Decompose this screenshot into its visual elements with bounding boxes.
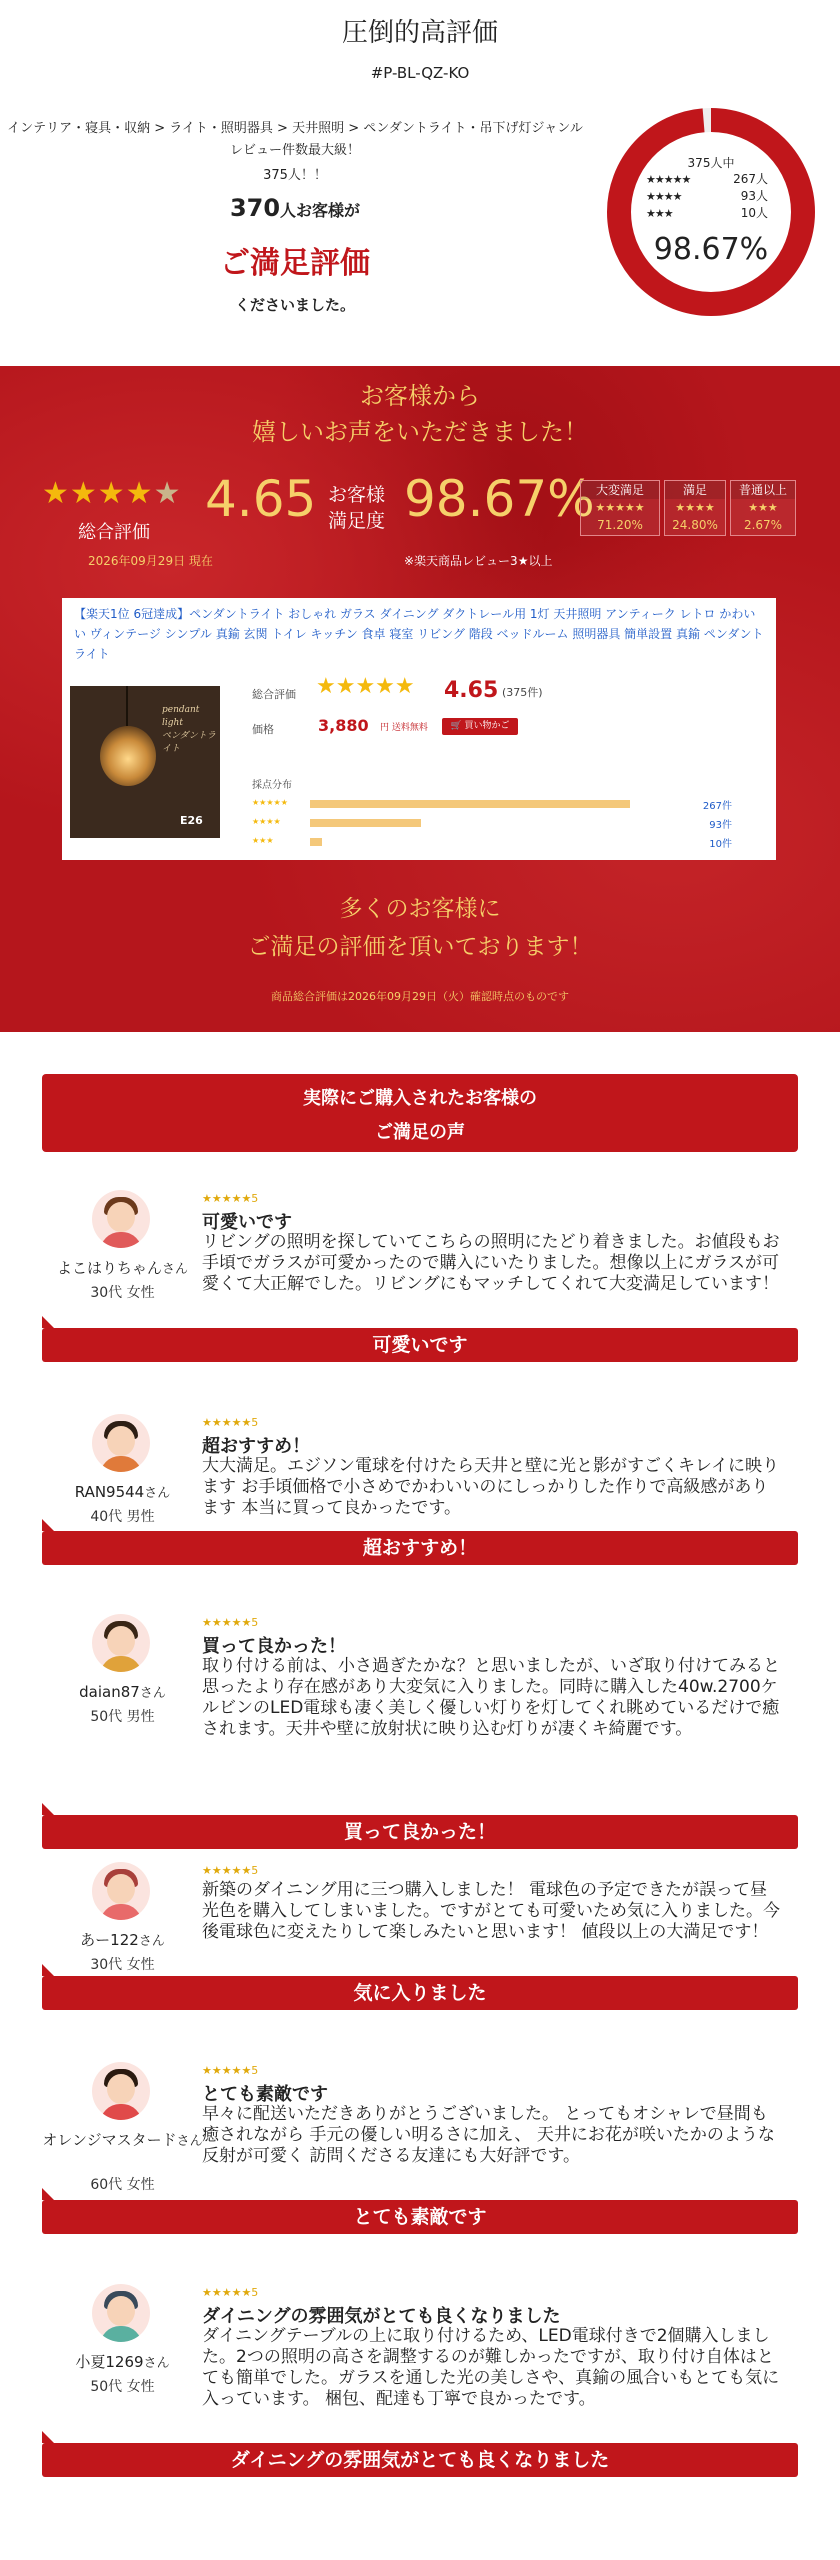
card-score: 4.65 bbox=[444, 678, 499, 703]
level-box-very-satisfied bbox=[580, 480, 660, 536]
reviewer-name: daian87さん bbox=[79, 1683, 166, 1701]
reviews-heading-line: 実際にご購入されたお客様の bbox=[303, 1088, 537, 1109]
review-text: 早々に配送いただきありがとうございました。 とってもオシャレで昼間も癒されながら 手元の優しい明るさに加え、 天井にお花が咲いたかのような反射が可愛く 訪問くださる友達にも大好評です。 bbox=[202, 2104, 775, 2166]
review-summary-bar: 超おすすめ！ bbox=[42, 1531, 798, 1565]
reviewer-age: 50代 男性 bbox=[90, 1709, 155, 1725]
score-date: 2026年09月29日 現在 bbox=[88, 554, 213, 568]
rating-banner bbox=[0, 366, 840, 1032]
satisfaction-percent: 98.67% bbox=[404, 470, 595, 528]
product-card-title[interactable]: 【楽天1位 6冠達成】ペンダントライト おしゃれ ガラス ダイニング ダクトレール用 1灯 天井照明 アンティーク レトロ かわいい ヴィンテージ シンプル 真鍮 玄関 トイレ キッチン 食卓 寝室 リビング 階段 ベッドルーム 照明器具 簡単設置 真鍮 ペンダントライト bbox=[74, 607, 764, 661]
reviewer-age: 30代 女性 bbox=[90, 1285, 155, 1301]
level-label: 普通以上 bbox=[731, 481, 795, 499]
level-label: 満足 bbox=[665, 481, 725, 499]
half-star-icon: ★ bbox=[153, 476, 182, 511]
avatar-face bbox=[107, 2074, 135, 2104]
review-title: 超おすすめ！ bbox=[202, 1436, 311, 1457]
product-code: #P-BL-QZ-KO bbox=[370, 64, 470, 82]
dist-count[interactable]: 93件 bbox=[709, 820, 732, 831]
avatar-body bbox=[100, 1456, 142, 1472]
avatar-face bbox=[107, 1426, 135, 1456]
reviewer-name: よこはりちゃんさん bbox=[56, 1259, 189, 1277]
given-text: くださいました。 bbox=[234, 296, 355, 314]
level-box-average bbox=[730, 480, 796, 536]
review-text: 大大満足。エジソン電球を付けたら天井と壁に光と影がすごくキレイに映ります お手頃価格で小さめでかわいいのにしっかりした作りで高級感があります 本当に買って良かったです。 bbox=[202, 1456, 779, 1518]
avatar-body bbox=[100, 1656, 142, 1672]
reviewer-avatar bbox=[92, 1190, 150, 1248]
satisfied-heading: ご満足評価 bbox=[220, 246, 370, 281]
customers-suffix: 人お客様が bbox=[280, 201, 361, 220]
avatar-body bbox=[100, 2326, 142, 2342]
banner-heading: 嬉しいお声をいただきました！ bbox=[252, 418, 588, 446]
reviewer-avatar bbox=[92, 2062, 150, 2120]
review-stars: ★★★★★5 bbox=[202, 1416, 259, 1429]
card-price: 3,880 bbox=[318, 716, 369, 735]
review-text: 新築のダイニング用に三つ購入しました！ 電球色の予定できたが誤って昼光色を購入してしまいました。ですがとても可愛いため気に入りました。今後電球色に変えたりして楽しみたいと思います！ 値段以上の大満足です！ bbox=[202, 1880, 780, 1942]
breadcrumb-separator: > bbox=[344, 121, 364, 136]
reviewer-age: 40代 男性 bbox=[90, 1509, 155, 1525]
reviewer-name: あー122さん bbox=[80, 1931, 165, 1949]
reviewer-age: 60代 女性 bbox=[90, 2177, 155, 2193]
donut-inner bbox=[605, 154, 817, 267]
product-card[interactable] bbox=[62, 598, 776, 860]
banner-footer-heading: 多くのお客様に bbox=[339, 896, 501, 922]
breadcrumb-item[interactable]: ライト・照明器具 bbox=[169, 121, 273, 136]
overall-label: 総合評価 bbox=[78, 522, 150, 543]
reviewer-avatar bbox=[92, 1862, 150, 1920]
breadcrumb-item[interactable]: インテリア・寝具・収納 bbox=[7, 121, 151, 136]
donut-row-count: 267人 bbox=[733, 172, 768, 186]
card-stars: ★★★★★ bbox=[316, 674, 415, 699]
donut-row bbox=[646, 188, 776, 205]
dist-count[interactable]: 267件 bbox=[702, 801, 732, 812]
review-summary-bar: ダイニングの雰囲気がとても良くなりました bbox=[42, 2443, 798, 2477]
review-stars: ★★★★★5 bbox=[202, 2286, 259, 2299]
review-text: リビングの照明を探していてこちらの照明にたどり着きました。お値段もお手頃でガラスが可愛かったので購入にいたりました。想像以上にガラスが可愛くて大正解でした。リビングにもマッチしてくれて大変満足しています！ bbox=[202, 1232, 780, 1294]
card-price-label: 価格 bbox=[252, 723, 274, 736]
avatar-body bbox=[100, 1232, 142, 1248]
reviewer-avatar bbox=[92, 1414, 150, 1472]
review-summary-bar: 可愛いです bbox=[42, 1328, 798, 1362]
avatar-face bbox=[107, 1626, 135, 1656]
overall-score: 4.65 bbox=[205, 470, 317, 528]
customer-satisfaction-label bbox=[328, 482, 385, 534]
satisfaction-donut bbox=[605, 106, 817, 318]
donut-row-stars: ★★★★ bbox=[646, 190, 682, 203]
review-summary-bar: とても素敵です bbox=[42, 2200, 798, 2234]
overall-stars bbox=[42, 476, 181, 511]
donut-row bbox=[646, 205, 776, 222]
review-title: 買って良かった！ bbox=[202, 1636, 346, 1657]
image-badge: E26 bbox=[180, 814, 203, 827]
reviews-heading bbox=[42, 1074, 798, 1152]
level-percent: 2.67% bbox=[743, 518, 783, 532]
level-stars: ★★★★ bbox=[675, 501, 715, 514]
reviewer-age: 30代 女性 bbox=[90, 1957, 155, 1973]
breadcrumb-separator: > bbox=[272, 121, 293, 136]
review-title: ダイニングの雰囲気がとても良くなりました bbox=[202, 2306, 561, 2327]
customers-count-line bbox=[0, 194, 590, 222]
avatar-body bbox=[100, 1904, 142, 1920]
review-text: 取り付ける前は、小さ過ぎたかな？と思いましたが、いざ取り付けてみると思ったより存在感があり大変気に入りました。同時に購入した40w.2700ケルビンのLED電球も凄く美しく優しい灯りを灯してくれ眺めているだけで癒されます。天井や壁に放射状に映り込む灯りが凄くキ綺麗です。 bbox=[202, 1656, 780, 1739]
star-icon: ★★★★ bbox=[42, 476, 154, 511]
breadcrumb-separator: > bbox=[150, 121, 170, 136]
breadcrumb-item[interactable]: ペンダントライト・吊下げ灯ジャンル bbox=[363, 121, 583, 136]
card-review-count[interactable]: (375件) bbox=[502, 686, 543, 699]
banner-footnote: 商品総合評価は2026年09月29日（火）確認時点のものです bbox=[271, 990, 569, 1003]
review-title: とても素敵です bbox=[202, 2084, 328, 2105]
add-to-cart-button[interactable]: 🛒 買い物かご bbox=[442, 718, 518, 735]
reviews-heading-line: ご満足の声 bbox=[375, 1122, 465, 1143]
lamp-icon bbox=[100, 726, 156, 786]
review-title: 可愛いです bbox=[202, 1212, 292, 1233]
card-overall-label: 総合評価 bbox=[252, 688, 296, 701]
level-stars: ★★★ bbox=[748, 501, 778, 514]
review-stars: ★★★★★5 bbox=[202, 1616, 259, 1629]
dist-bar bbox=[310, 800, 630, 808]
dist-bar bbox=[310, 838, 322, 846]
donut-row-stars: ★★★ bbox=[646, 207, 673, 220]
donut-header: 375人中 bbox=[687, 156, 735, 170]
cust-label-line: 満足度 bbox=[328, 510, 386, 532]
avatar-face bbox=[107, 1202, 135, 1232]
review-text: ダイニングテーブルの上に取り付けるため、LED電球付きで2個購入しました。2つの照明の高さを調整するのが難しかったですが、取り付け自体はとても簡単でした。ガラスを通した光の美しさや、真鍮の風合いもとても気に入っています。 梱包、配達も丁寧で良かったです。 bbox=[202, 2326, 780, 2409]
reviewer-avatar bbox=[92, 2284, 150, 2342]
review-stars: ★★★★★5 bbox=[202, 1864, 259, 1877]
reviewer-avatar bbox=[92, 1614, 150, 1672]
dist-stars: ★★★ bbox=[252, 836, 274, 845]
reviewer-name: オレンジマスタードさん bbox=[42, 2131, 203, 2149]
lamp-cord bbox=[126, 686, 128, 726]
review-summary-bar: 買って良かった！ bbox=[42, 1815, 798, 1849]
avatar-face bbox=[107, 1874, 135, 1904]
review-stars: ★★★★★5 bbox=[202, 1192, 259, 1205]
level-box-satisfied bbox=[664, 480, 726, 536]
reviewer-age: 50代 女性 bbox=[90, 2379, 155, 2395]
customers-count: 370 bbox=[229, 194, 281, 222]
level-percent: 24.80% bbox=[672, 518, 718, 532]
breadcrumb-item[interactable]: 天井照明 bbox=[292, 121, 345, 136]
product-image[interactable] bbox=[70, 686, 220, 838]
page-title: 圧倒的高評価 bbox=[341, 18, 498, 48]
cust-label-line: お客様 bbox=[328, 484, 386, 506]
level-stars: ★★★★★ bbox=[595, 501, 645, 514]
donut-percent: 98.67% bbox=[653, 232, 769, 267]
avatar-body bbox=[100, 2104, 142, 2120]
donut-row-count: 10人 bbox=[740, 206, 768, 220]
review-summary-bar: 気に入りました bbox=[42, 1976, 798, 2010]
banner-footer-heading: ご満足の評価を頂いております！ bbox=[247, 934, 593, 960]
level-percent: 71.20% bbox=[597, 518, 643, 532]
review-rank-count: 375人！！ bbox=[263, 168, 327, 183]
level-label: 大変満足 bbox=[581, 481, 659, 499]
image-caption: pendant light ペンダントライト bbox=[162, 705, 216, 754]
review-rank: レビュー件数最大級！ bbox=[229, 143, 360, 158]
dist-count[interactable]: 10件 bbox=[709, 839, 732, 850]
card-price-unit: 円 送料無料 bbox=[380, 723, 428, 733]
reviewer-name: 小夏1269さん bbox=[75, 2353, 170, 2371]
donut-row bbox=[646, 171, 776, 188]
review-stars: ★★★★★5 bbox=[202, 2064, 259, 2077]
distribution-label: 採点分布 bbox=[252, 780, 292, 791]
donut-row-stars: ★★★★★ bbox=[646, 173, 691, 186]
satisfaction-note: ※楽天商品レビュー3★以上 bbox=[404, 554, 553, 568]
avatar-face bbox=[107, 2296, 135, 2326]
breadcrumb bbox=[0, 118, 590, 140]
dist-stars: ★★★★★ bbox=[252, 798, 288, 807]
banner-heading: お客様から bbox=[360, 382, 480, 410]
donut-row-count: 93人 bbox=[740, 189, 768, 203]
dist-bar bbox=[310, 819, 421, 827]
reviewer-name: RAN9544さん bbox=[74, 1483, 171, 1501]
dist-stars: ★★★★ bbox=[252, 817, 281, 826]
